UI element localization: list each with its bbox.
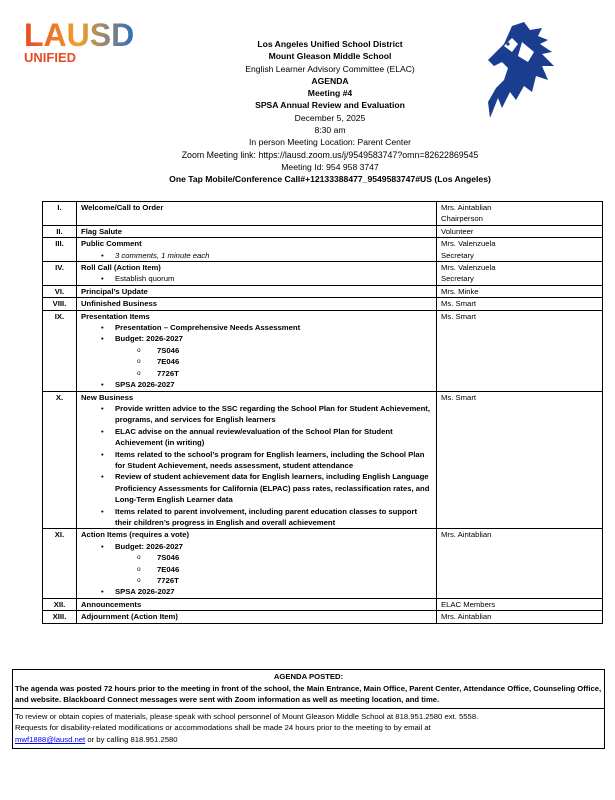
- school-name: Mount Gleason Middle School: [268, 51, 392, 62]
- table-row: [43, 598, 603, 610]
- item-cell: [77, 262, 437, 286]
- item-title: Adjournment (Action Item): [81, 612, 178, 622]
- presenter: Volunteer: [441, 226, 474, 236]
- presenter: Ms. Smart: [441, 392, 477, 402]
- bullet-item: • Items related to parent involvement, including parent education classes to support their children’s progress in English and overall achievement: [81, 506, 432, 529]
- presenter-cell: [437, 298, 603, 310]
- agenda-title: AGENDA: [311, 75, 349, 86]
- item-number: III.: [43, 238, 77, 262]
- item-title: New Business: [81, 392, 134, 402]
- presenter-cell: [437, 598, 603, 610]
- meeting-id: Meeting Id: 954 958 3747: [281, 161, 379, 172]
- meeting-number: Meeting #4: [307, 88, 353, 99]
- bullet-item: • Presentation – Comprehensive Needs Assessment: [81, 322, 432, 333]
- item-cell: [77, 298, 437, 310]
- bullet-item: • Budget: 2026-2027: [81, 333, 432, 344]
- sub-bullet-item: o 7E046: [81, 356, 432, 367]
- item-title: Roll Call (Action Item): [81, 263, 161, 273]
- bullet-item: • SPSA 2026-2027: [81, 586, 432, 597]
- bullet-item: • Establish quorum: [81, 273, 432, 284]
- lausd-logo: [24, 16, 154, 66]
- item-title: Unfinished Business: [81, 299, 158, 309]
- item-number: II.: [43, 225, 77, 237]
- presenter: Mrs. Minke: [441, 286, 479, 296]
- item-number: IV.: [43, 262, 77, 286]
- logo-subtext: UNIFIED: [24, 50, 76, 65]
- table-row: [43, 238, 603, 262]
- presenter-cell: [437, 310, 603, 391]
- presenter: Ms. Smart: [441, 299, 477, 309]
- item-title: Public Comment: [81, 239, 142, 249]
- item-cell: [77, 202, 437, 226]
- email-link[interactable]: mwf1888@lausd.net: [15, 734, 86, 744]
- agenda-posted-box: [12, 669, 605, 749]
- item-cell: [77, 238, 437, 262]
- agenda-header: [170, 38, 490, 186]
- contact-note: [13, 708, 604, 748]
- table-row: [43, 611, 603, 623]
- item-title: Welcome/Call to Order: [81, 203, 164, 212]
- zoom-link[interactable]: Zoom Meeting link: https://lausd.zoom.us/j/9549583747?omn=82622869545: [181, 149, 479, 160]
- presenter-cell: [437, 285, 603, 297]
- presenter: Ms. Smart: [441, 311, 477, 321]
- item-title: Announcements: [81, 599, 142, 609]
- presenter-role: Chairperson: [441, 214, 483, 224]
- table-row: [43, 529, 603, 598]
- item-number: VI.: [43, 285, 77, 297]
- table-row: [43, 298, 603, 310]
- item-number: XIII.: [43, 611, 77, 623]
- presenter-cell: [437, 238, 603, 262]
- table-row: [43, 225, 603, 237]
- item-number: I.: [43, 202, 77, 226]
- item-number: IX.: [43, 310, 77, 391]
- presenter: ELAC Members: [441, 599, 496, 609]
- materials-note: To review or obtain copies of materials, please speak with school personnel of Mount Gleason Middle School at 818.951.2580 ext. 5558.: [15, 711, 479, 721]
- posted-text: The agenda was posted 72 hours prior to the meeting in front of the school, the Main Entrance, Main Office, Parent Center, Attendance Office, Counseling Office, and website. Blackboard Connect messages were sent with Zoom information as well as meeting location, and time.: [15, 683, 602, 705]
- bullet-item: • Budget: 2026-2027: [81, 541, 432, 552]
- accommodations-note: [15, 722, 602, 734]
- item-cell: [77, 310, 437, 391]
- sub-bullet-item: o 7S046: [81, 552, 432, 563]
- sub-bullet-item: o 7726T: [81, 575, 432, 586]
- item-title: Flag Salute: [81, 226, 123, 236]
- sub-bullet-item: o 7E046: [81, 564, 432, 575]
- item-number: VIII.: [43, 298, 77, 310]
- presenter-cell: [437, 611, 603, 623]
- item-cell: [77, 391, 437, 529]
- meeting-location: In person Meeting Location: Parent Center: [249, 137, 411, 148]
- presenter-role: Secretary: [441, 250, 474, 260]
- presenter-cell: [437, 391, 603, 529]
- item-title: Action Items (requires a vote): [81, 530, 190, 540]
- item-number: XI.: [43, 529, 77, 598]
- sub-bullet-item: o 7726T: [81, 368, 432, 379]
- phone-text: or by calling 818.951.2580: [85, 734, 178, 744]
- item-cell: [77, 529, 437, 598]
- agenda-table: [42, 201, 603, 624]
- item-cell: [77, 611, 437, 623]
- table-row: [43, 285, 603, 297]
- table-row: [43, 310, 603, 391]
- item-title: Principal’s Update: [81, 286, 148, 296]
- logo-text: LAUSD: [24, 17, 135, 53]
- bullet-item: • 3 comments, 1 minute each: [81, 250, 432, 261]
- district-name: Los Angeles Unified School District: [257, 39, 403, 49]
- presenter-cell: [437, 529, 603, 598]
- accommodations-text: Requests for disability-related modifications or accommodations shall be made 24 hours prior to the meeting to by email at: [15, 723, 431, 733]
- presenter-role: Secretary: [441, 274, 474, 284]
- mustang-mascot-icon: [482, 22, 560, 122]
- table-row: [43, 262, 603, 286]
- meeting-time: 8:30 am: [314, 125, 346, 136]
- one-tap-mobile: One Tap Mobile/Conference Call#+12133388477_9549583747#US (Los Angeles): [169, 174, 491, 185]
- item-cell: [77, 598, 437, 610]
- item-number: X.: [43, 391, 77, 529]
- bullet-item: • ELAC advise on the annual review/evaluation of the School Plan for Student Achievement (in writing): [81, 426, 432, 449]
- table-row: [43, 391, 603, 529]
- email-line: [15, 734, 602, 746]
- item-number: XII.: [43, 598, 77, 610]
- presenter: Mrs. Valenzuela: [441, 263, 496, 273]
- presenter: Mrs. Aintablian: [441, 203, 492, 212]
- meeting-date: December 5, 2025: [294, 112, 366, 123]
- item-title: Presentation Items: [81, 311, 150, 321]
- presenter: Mrs. Aintablian: [441, 612, 492, 622]
- table-row: [43, 202, 603, 226]
- presenter-cell: [437, 262, 603, 286]
- item-cell: [77, 285, 437, 297]
- meeting-subject: SPSA Annual Review and Evaluation: [255, 100, 405, 111]
- committee-name: English Learner Advisory Committee (ELAC): [245, 63, 415, 74]
- presenter-cell: [437, 202, 603, 226]
- presenter: Mrs. Valenzuela: [441, 239, 496, 249]
- posted-heading: AGENDA POSTED:: [273, 672, 344, 681]
- bullet-item: • Review of student achievement data for English learners, including English Language Proficiency Assessments for California (ELPAC) pass rates, reclassification rates, and Long-Term English Learner data: [81, 471, 432, 505]
- bullet-item: • Items related to the school’s program for English learners, including the School Plan for Student Achievement, needs assessment, student attendance: [81, 449, 432, 472]
- item-cell: [77, 225, 437, 237]
- bullet-item: • SPSA 2026-2027: [81, 379, 432, 390]
- presenter: Mrs. Aintablian: [441, 530, 492, 540]
- bullet-item: • Provide written advice to the SSC regarding the School Plan for Student Achievement, programs, and services for English learners: [81, 403, 432, 426]
- sub-bullet-item: o 7S046: [81, 345, 432, 356]
- presenter-cell: [437, 225, 603, 237]
